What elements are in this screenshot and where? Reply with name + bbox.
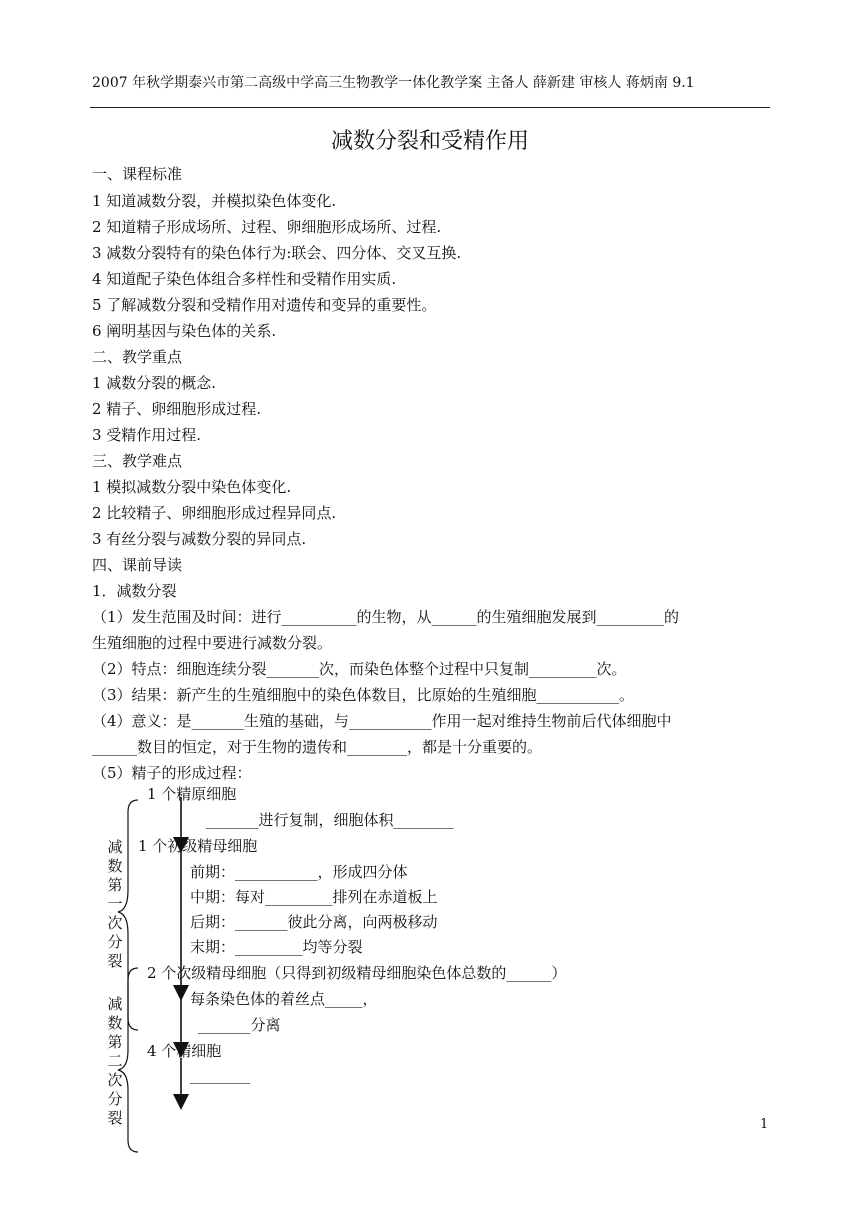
page-number: 1	[760, 1117, 769, 1132]
cell-primary-spermatocyte: 1 个初级精母细胞	[138, 837, 258, 855]
phase-anaphase: 后期：_______彼此分离，向两极移动	[190, 913, 438, 931]
label-meiosis-2: 减 数 第 二 次 分 裂	[107, 995, 123, 1127]
list-item: 2 比较精子、卵细胞形成过程异同点.	[92, 504, 337, 522]
label-meiosis-1: 减 数 第 一 次 分 裂	[107, 838, 123, 970]
list-item: 3 减数分裂特有的染色体行为:联会、四分体、交叉互换.	[92, 244, 462, 262]
list-item: 2 精子、卵细胞形成过程.	[92, 400, 262, 418]
phase-metaphase: 中期：每对_________排列在赤道板上	[190, 888, 438, 906]
cell-secondary-spermatocyte: 2 个次级精母细胞（只得到初级精母细胞染色体总数的______）	[147, 964, 567, 982]
step-replication: _______进行复制，细胞体积________	[206, 811, 454, 829]
fill-blank-features: （2）特点：细胞连续分裂_______次，而染色体整个过程中只复制_________次。	[92, 660, 627, 678]
fill-blank-significance-cont: ______数目的恒定，对于生物的遗传和________，都是十分重要的。	[92, 738, 543, 756]
list-item: 1 模拟减数分裂中染色体变化.	[92, 478, 292, 496]
step-final: ________	[190, 1066, 250, 1084]
cell-spermatogonium: 1 个精原细胞	[147, 785, 237, 803]
section-heading-key-points: 二、教学重点	[92, 348, 183, 366]
fill-blank-range-time-cont: 生殖细胞的过程中要进行减数分裂。	[92, 634, 333, 652]
section-heading-difficulties: 三、教学难点	[92, 452, 183, 470]
list-item: 4 知道配子染色体组合多样性和受精作用实质.	[92, 270, 397, 288]
sperm-formation-heading: （5）精子的形成过程：	[92, 764, 252, 782]
section-heading-curriculum: 一、课程标准	[92, 165, 183, 183]
list-item: 6 阐明基因与染色体的关系.	[92, 322, 277, 340]
cell-spermatid: 4 个精细胞	[147, 1042, 222, 1060]
list-item: 3 有丝分裂与减数分裂的异同点.	[92, 530, 307, 548]
page-header: 2007 年秋学期泰兴市第二高级中学高三生物教学一体化教学案 主备人 薛新建 审核人 蒋炳南 9.1	[92, 75, 695, 91]
page-title: 减数分裂和受精作用	[330, 129, 529, 154]
header-divider	[90, 107, 770, 108]
phase-prophase: 前期：___________，形成四分体	[190, 863, 408, 881]
fill-blank-result: （3）结果：新产生的生殖细胞中的染色体数目，比原始的生殖细胞___________。	[92, 686, 635, 704]
fill-blank-range-time: （1）发生范围及时间：进行__________的生物，从______的生殖细胞发展到_________的	[92, 608, 680, 626]
fill-blank-significance: （4）意义：是_______生殖的基础，与___________作用一起对维持生物前后代体细胞中	[92, 712, 672, 730]
step-centromere: 每条染色体的着丝点_____，	[190, 990, 378, 1008]
section-heading-preview: 四、课前导读	[92, 556, 183, 574]
list-item: 1 减数分裂的概念.	[92, 374, 217, 392]
list-item: 2 知道精子形成场所、过程、卵细胞形成场所、过程.	[92, 218, 442, 236]
phase-telophase: 末期：_________均等分裂	[190, 938, 363, 956]
list-item: 1 知道减数分裂，并模拟染色体变化.	[92, 192, 337, 210]
subsection-heading-meiosis: 1．减数分裂	[92, 582, 177, 600]
list-item: 5 了解减数分裂和受精作用对遗传和变异的重要性。	[92, 296, 437, 314]
step-separation: _______分离	[198, 1016, 281, 1034]
list-item: 3 受精作用过程.	[92, 426, 202, 444]
